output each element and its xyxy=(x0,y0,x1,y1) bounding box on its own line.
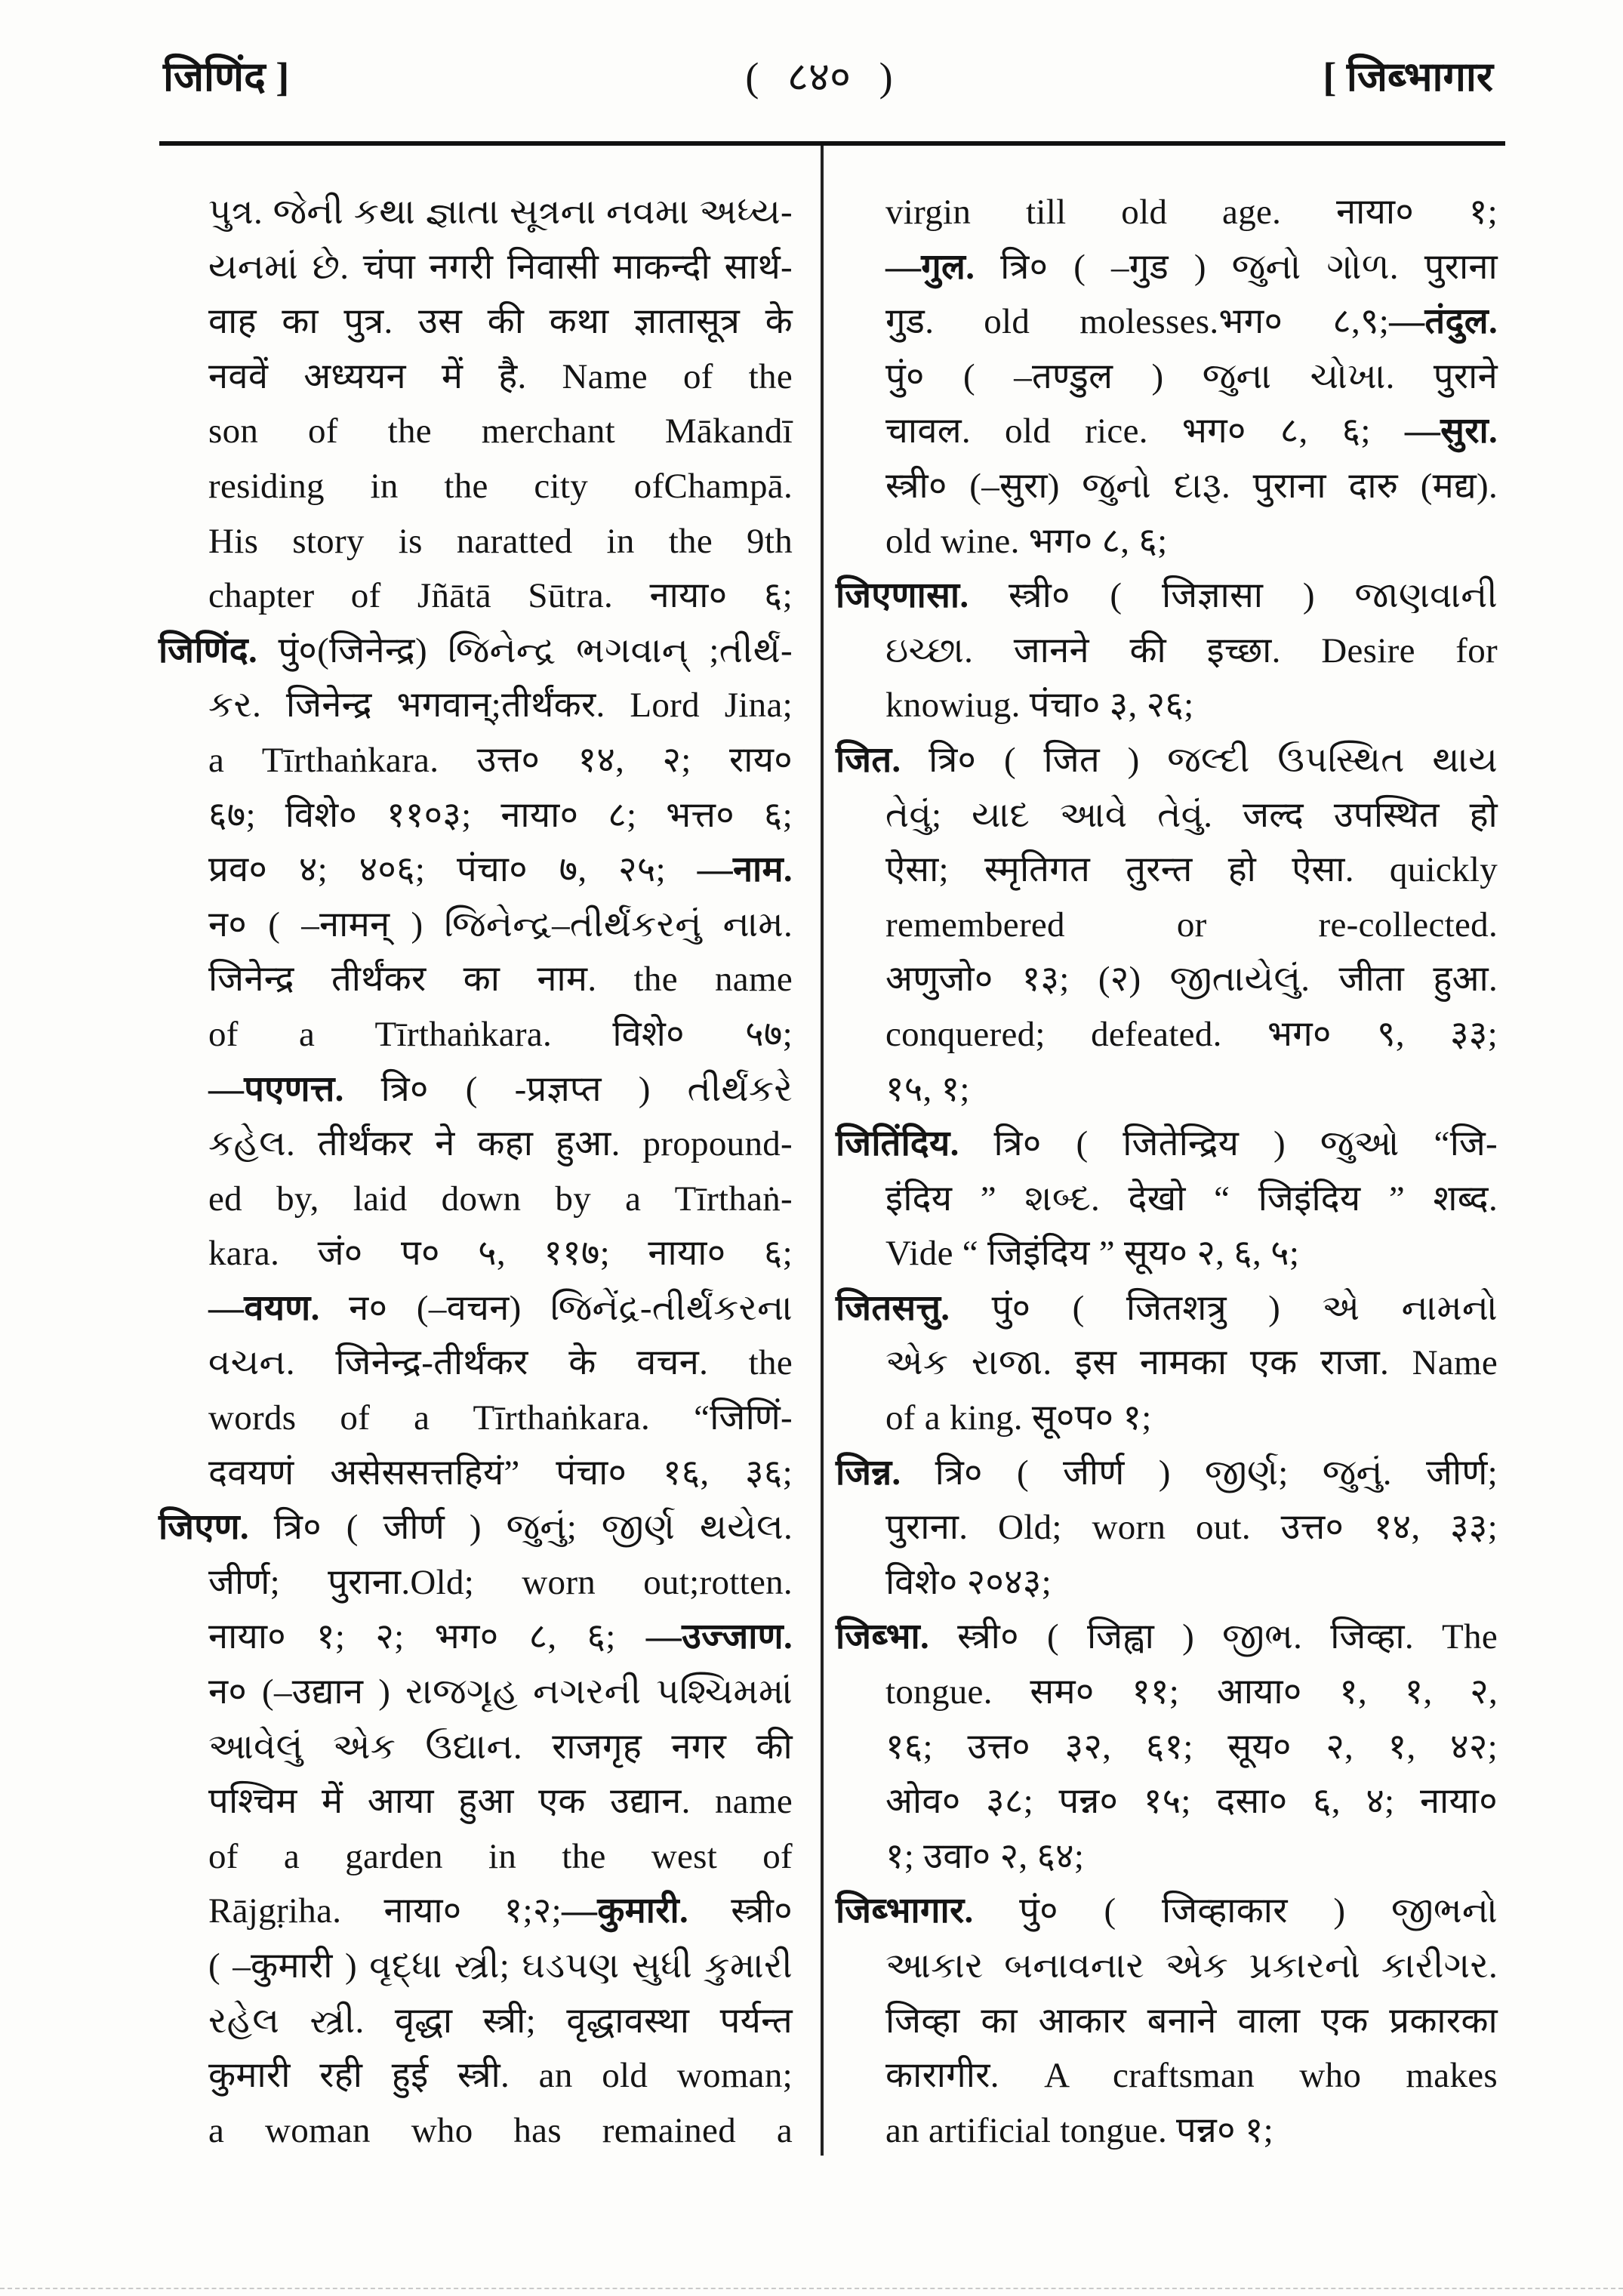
header-first-headword: जिणिंद ] xyxy=(163,54,290,100)
line-text: स्त्री० ( जिज्ञासा ) જાણવાની xyxy=(969,576,1498,616)
text-line xyxy=(208,898,793,953)
sub-entry-term: —उज्जाण. xyxy=(645,1617,793,1657)
text-line xyxy=(885,2048,1498,2103)
text-line xyxy=(885,1555,1498,1610)
line-text: ६७; विशे० ११०३; नाया० ८; भत्त० ६; xyxy=(208,795,793,835)
line-text: त्रि० ( जीर्ण ) જીર્ણ; જુનું. जीर्ण; xyxy=(901,1453,1498,1493)
line-text: કર. जिनेन्द्र भगवान्;तीर्थंकर. Lord Jina; xyxy=(208,686,793,726)
sub-entry-term: —कुमारी. xyxy=(561,1891,689,1931)
line-text: त्रि० ( -प्रज्ञप्त ) તીર્થંકરે xyxy=(343,1069,793,1109)
page-number: ( ८४० ) xyxy=(745,54,893,100)
text-line xyxy=(208,1336,793,1391)
text-line xyxy=(208,2103,793,2159)
text-line xyxy=(885,678,1498,733)
text-line xyxy=(885,1665,1498,1720)
line-text: पुं०(जिनेन्द्र) જિનેન્દ્ર ભગવાન્ ;તીર્થં- xyxy=(257,630,793,670)
text-line xyxy=(885,898,1498,953)
text-line xyxy=(885,514,1498,569)
line-text: १; उवा० २, ६४; xyxy=(885,1836,1085,1876)
text-line xyxy=(885,459,1498,514)
line-text: એક રાજા. इस नामका एक राजा. Name xyxy=(885,1343,1498,1383)
line-text: जिव्हा का आकार बनाने वाला एक प्रकारका xyxy=(885,2001,1498,2041)
sub-entry-term: —नाम. xyxy=(697,850,793,890)
text-line xyxy=(208,1774,793,1829)
line-text: विशे० २०४३; xyxy=(885,1562,1052,1602)
line-text: વચન. जिनेन्द्र-तीर्थंकर के वचन. the xyxy=(208,1343,793,1383)
line-text: a Tīrthaṅkara. उत्त० १४, २; राय० xyxy=(208,740,793,780)
line-text: tongue. सम० ११; आया० १, १, २, xyxy=(885,1672,1498,1712)
line-text: ( –कुमारी ) વૃદ્ધા સ્ત્રી; ઘડપણ સુધી કુમારી xyxy=(208,1946,793,1986)
text-line xyxy=(885,2103,1498,2159)
text-line xyxy=(208,514,793,569)
line-text: ed by, laid down by a Tīrthaṅ- xyxy=(208,1179,793,1219)
text-line xyxy=(208,1720,793,1775)
text-line xyxy=(208,1391,793,1446)
line-text: न० (–वचन) જિનેંદ્ર-તીર્થંકરના xyxy=(319,1288,793,1328)
line-text: कारागीर. A craftsman who makes xyxy=(885,2056,1498,2096)
line-text: His story is naratted in the 9th xyxy=(208,521,793,561)
line-text: ऐसा; स्मृतिगत तुरन्त हो ऐसा. quickly xyxy=(885,850,1498,890)
line-text: पुं० ( –तण्डुल ) જુના ચોખા. पुराने xyxy=(885,356,1498,396)
entry-headword: जितसत्तु. xyxy=(836,1288,950,1328)
line-text: તેવું; યાદ આવે તેવું. जल्द उपस्थित हो xyxy=(885,795,1498,835)
text-line xyxy=(885,1226,1498,1281)
text-line xyxy=(836,1446,1498,1501)
entry-headword: जिब्भा. xyxy=(836,1617,930,1657)
text-line xyxy=(208,1884,793,1939)
text-line xyxy=(208,1117,793,1172)
text-line xyxy=(208,788,793,843)
column-divider xyxy=(821,146,824,2156)
text-line xyxy=(159,624,793,679)
entry-headword: जितिंदिय. xyxy=(836,1124,959,1164)
text-line xyxy=(208,733,793,788)
line-text: આવેલું એક ઉદ્યાન. राजगृह नगर की xyxy=(208,1727,793,1767)
line-text: त्रि० ( जीर्ण ) જુનું; જીર્ણ થયેલ. xyxy=(248,1508,793,1548)
text-line xyxy=(208,1665,793,1720)
text-line xyxy=(208,1994,793,2049)
line-text: गुड. old molesses.भग० ८,९; xyxy=(885,302,1390,342)
line-text: चावल. old rice. भग० ८, ६; xyxy=(885,411,1405,451)
text-line xyxy=(885,1172,1498,1227)
line-text: स्त्री० (–सुरा) જુનો દારૂ. पुराना दारु (मद्य). xyxy=(885,466,1498,506)
line-text: स्त्री० ( जिह्वा ) જીભ. जिव्हा. The xyxy=(929,1617,1498,1657)
text-line xyxy=(836,569,1498,624)
text-line xyxy=(159,1500,793,1555)
line-text: पुं० ( जितशत्रु ) એ નામનો xyxy=(950,1288,1498,1328)
line-text: આકાર બનાવનાર એક પ્રકારનો કારીગર. xyxy=(885,1946,1498,1986)
line-text: १६; उत्त० ३२, ६१; सूय० २, १, ४२; xyxy=(885,1727,1498,1767)
text-line xyxy=(836,1117,1498,1172)
text-line xyxy=(885,185,1498,240)
text-line xyxy=(208,459,793,514)
line-text: words of a Tīrthaṅkara. “जिणिं- xyxy=(208,1398,793,1438)
line-text: kara. जं० प० ५, ११७; नाया० ६; xyxy=(208,1234,793,1274)
line-text: an artificial tongue. पन्न० १; xyxy=(885,2110,1274,2150)
line-text: पश्चिम में आया हुआ एक उद्यान. name xyxy=(208,1782,793,1822)
line-text: પુત્ર. જેની કથા જ્ઞાતા સૂત્રના નવમા અધ્ય- xyxy=(208,193,793,232)
text-line xyxy=(885,350,1498,405)
header-rule xyxy=(159,141,1505,146)
text-line xyxy=(208,1939,793,1994)
line-text: जिनेन्द्र तीर्थंकर का नाम. the name xyxy=(208,960,793,1000)
text-line xyxy=(885,1336,1498,1391)
text-line xyxy=(208,1446,793,1501)
entry-headword: जिएण. xyxy=(159,1508,249,1548)
line-text: त्रि० ( जित ) જલ્દી ઉપસ્થિત થાય xyxy=(901,740,1498,780)
text-line xyxy=(885,1391,1498,1446)
line-text: of a Tīrthaṅkara. विशे० ५७; xyxy=(208,1014,793,1054)
line-text: conquered; defeated. भग० ९, ३३; xyxy=(885,1014,1498,1054)
text-line xyxy=(208,1062,793,1117)
text-line xyxy=(836,1281,1498,1336)
line-text: રહેલ સ્ત્રી. वृद्धा स्त्री; वृद्धावस्था पर्यन्त xyxy=(208,2001,793,2041)
line-text: old wine. भग० ८, ६; xyxy=(885,521,1168,561)
page-bottom-edge xyxy=(0,2288,1623,2289)
line-text: नववें अध्ययन में है. Name of the xyxy=(208,356,793,396)
entry-headword: जिणिंद. xyxy=(159,630,258,670)
text-line xyxy=(885,624,1498,679)
text-line xyxy=(885,1007,1498,1062)
text-line xyxy=(208,952,793,1007)
text-line xyxy=(208,678,793,733)
line-text: १५, १; xyxy=(885,1069,970,1109)
line-text: Vide “ जिइंदिय ” सूय० २, ६, ५; xyxy=(885,1234,1300,1274)
sub-entry-term: —वयण. xyxy=(208,1288,320,1328)
text-line xyxy=(885,952,1498,1007)
right-column xyxy=(836,185,1498,2158)
entry-headword: जित. xyxy=(836,740,901,780)
text-line xyxy=(208,1172,793,1227)
line-text: वाह का पुत्र. उस की कथा ज्ञातासूत्र के xyxy=(208,302,793,342)
text-line xyxy=(208,843,793,898)
line-text: a woman who has remained a xyxy=(208,2110,793,2150)
text-line xyxy=(208,240,793,295)
text-line xyxy=(885,294,1498,350)
line-text: पुं० ( जिव्हाकार ) જીભનો xyxy=(973,1891,1498,1931)
text-line xyxy=(208,1007,793,1062)
text-line xyxy=(208,1610,793,1665)
text-line xyxy=(885,1720,1498,1775)
line-text: ઇચ્છા. जानने की इच्छा. Desire for xyxy=(885,630,1498,670)
text-line xyxy=(885,843,1498,898)
text-line xyxy=(208,1226,793,1281)
line-text: કહેલ. तीर्थंकर ने कहा हुआ. propound- xyxy=(208,1124,793,1164)
line-text: पुराना. Old; worn out. उत्त० १४, ३३; xyxy=(885,1508,1498,1548)
line-text: त्रि० ( –गुड ) જુનો ગોળ. पुराना xyxy=(975,247,1498,287)
text-line xyxy=(208,1555,793,1610)
sub-entry-term: —गुल. xyxy=(885,247,975,287)
text-line xyxy=(885,240,1498,295)
line-text: स्त्री० xyxy=(688,1891,793,1931)
text-line xyxy=(208,1829,793,1885)
line-text: दवयणं असेससत्तहियं” पंचा० १६, ३६; xyxy=(208,1453,793,1493)
line-text: યનમાં છે. चंपा नगरी निवासी माकन्दी सार्थ- xyxy=(208,247,793,287)
text-line xyxy=(208,294,793,350)
text-line xyxy=(885,1939,1498,1994)
line-text: अणुजो० १३; (२) જીતાયેલું. जीता हुआ. xyxy=(885,960,1498,1000)
text-line xyxy=(885,1994,1498,2049)
text-line xyxy=(208,2048,793,2103)
line-text: कुमारी रही हुई स्त्री. an old woman; xyxy=(208,2056,793,2096)
text-line xyxy=(885,1829,1498,1885)
line-text: remembered or re-collected. xyxy=(885,905,1498,945)
line-text: of a garden in the west of xyxy=(208,1836,793,1876)
line-text: नाया० १; २; भग० ८, ६; xyxy=(208,1617,646,1657)
text-line xyxy=(208,1281,793,1336)
line-text: residing in the city ofChampā. xyxy=(208,466,793,506)
line-text: त्रि० ( जितेन्द्रिय ) જુઓ “जि- xyxy=(959,1124,1498,1164)
line-text: प्रव० ४; ४०६; पंचा० ७, २५; xyxy=(208,850,698,890)
text-line xyxy=(885,404,1498,459)
line-text: chapter of Jñātā Sūtra. नाया० ६; xyxy=(208,576,793,616)
line-text: of a king. सू०प० १; xyxy=(885,1398,1152,1438)
text-line xyxy=(208,569,793,624)
entry-headword: जिएणासा. xyxy=(836,576,969,616)
text-line xyxy=(885,1062,1498,1117)
entry-headword: जिन्न. xyxy=(836,1453,901,1493)
text-line xyxy=(836,1884,1498,1939)
sub-entry-term: —सुरा. xyxy=(1404,411,1498,451)
sub-entry-term: —तंदुल. xyxy=(1389,302,1498,342)
text-line xyxy=(836,733,1498,788)
text-line xyxy=(208,350,793,405)
text-line xyxy=(836,1610,1498,1665)
line-text: Rājgṛiha. नाया० १;२; xyxy=(208,1891,562,1931)
line-text: इंदिय ” શબ્દ. देखो “ जिइंदिय ” शब्द. xyxy=(885,1179,1498,1219)
left-column xyxy=(159,185,793,2158)
line-text: ओव० ३८; पन्न० १५; दसा० ६, ४; नाया० xyxy=(885,1782,1498,1822)
line-text: न० (–उद्यान ) રાજગૃહ નગરની પશ્ચિમમાં xyxy=(208,1672,793,1712)
line-text: न० ( –नामन् ) જિનેન્દ્ર–તીર્થંકરનું નામ. xyxy=(208,905,793,945)
line-text: knowiug. पंचा० ३, २६; xyxy=(885,686,1194,726)
line-text: जीर्ण; पुराना.Old; worn out;rotten. xyxy=(208,1562,793,1602)
entry-headword: जिब्भागार. xyxy=(836,1891,974,1931)
text-line xyxy=(208,404,793,459)
text-line xyxy=(208,185,793,240)
sub-entry-term: —पएणत्त. xyxy=(208,1069,344,1109)
line-text: virgin till old age. नाया० १; xyxy=(885,193,1498,232)
header-last-headword: [ जिब्भागार xyxy=(1323,54,1493,100)
line-text: son of the merchant Mākandī xyxy=(208,411,793,451)
text-line xyxy=(885,1500,1498,1555)
text-line xyxy=(885,788,1498,843)
text-line xyxy=(885,1774,1498,1829)
